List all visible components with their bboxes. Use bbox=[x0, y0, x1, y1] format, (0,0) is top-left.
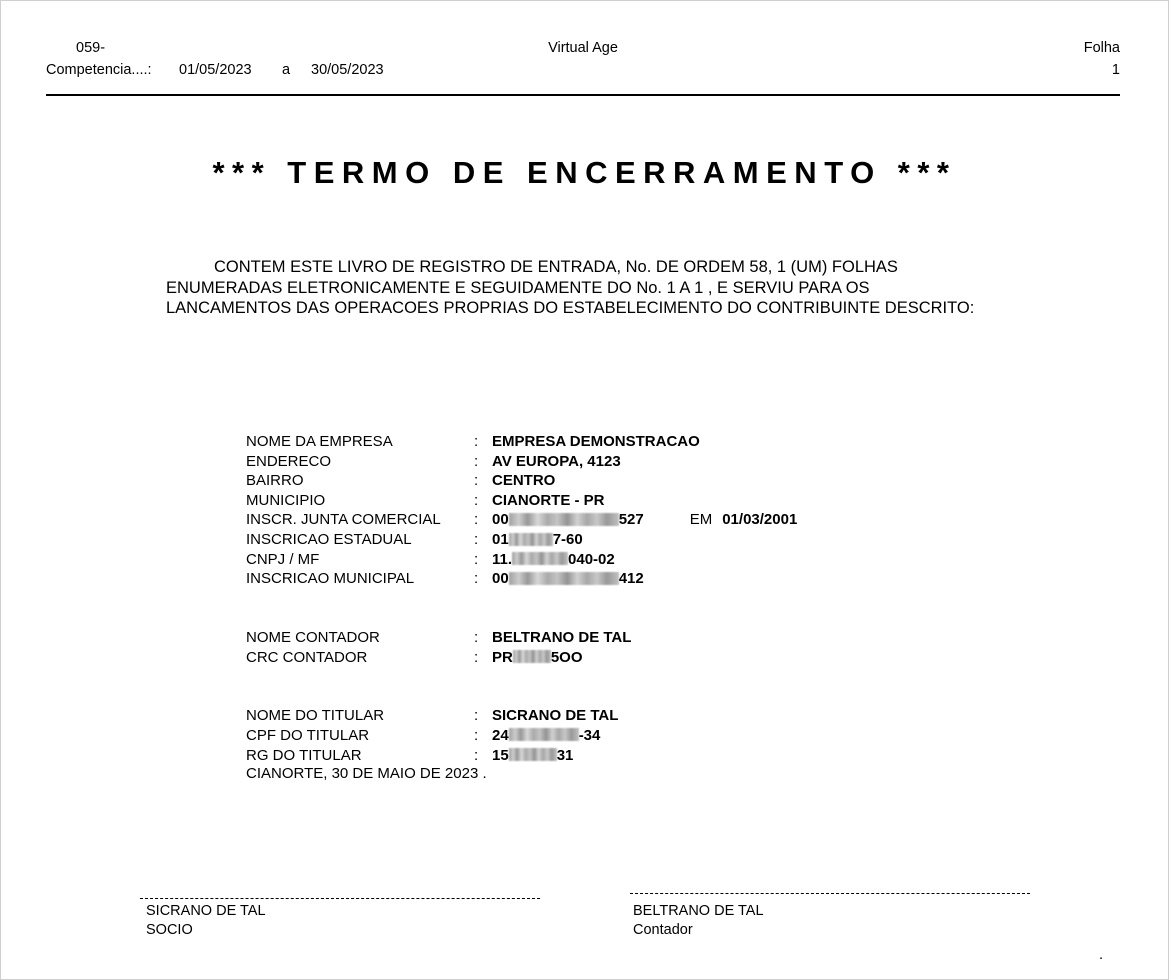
colon-separator: : bbox=[474, 491, 479, 509]
cpf-titular-label: CPF DO TITULAR bbox=[246, 726, 370, 744]
colon-separator: : bbox=[474, 433, 479, 450]
colon-separator: : bbox=[474, 452, 479, 470]
header-divider bbox=[46, 94, 1120, 96]
crc-contador-suffix: 5OO bbox=[550, 648, 583, 666]
company-details-block bbox=[246, 433, 1006, 766]
redacted-block bbox=[509, 572, 619, 585]
endereco-label: ENDERECO bbox=[246, 452, 332, 470]
intro-line-3: LANCAMENTOS DAS OPERACOES PROPRIAS DO ESTABELECIMENTO DO CONTRIBUINTE DESCRITO: bbox=[166, 299, 975, 317]
inscricao-municipal-prefix: 00 bbox=[492, 570, 509, 588]
field-row-nome-empresa bbox=[246, 433, 1006, 453]
bairro-label: BAIRRO bbox=[246, 472, 304, 490]
nome-empresa-value: EMPRESA DEMONSTRACAO bbox=[492, 433, 700, 450]
nome-contador-value: BELTRANO DE TAL bbox=[492, 628, 632, 646]
cnpj-suffix: 040-02 bbox=[568, 550, 615, 568]
colon-separator: : bbox=[474, 707, 479, 725]
inscricao-estadual-prefix: 01 bbox=[492, 530, 509, 548]
colon-separator: : bbox=[474, 570, 479, 588]
junta-comercial-label: INSCR. JUNTA COMERCIAL bbox=[246, 511, 441, 529]
signature-right-name: BELTRANO DE TAL bbox=[633, 903, 764, 919]
cnpj-value bbox=[492, 551, 615, 568]
nome-titular-label: NOME DO TITULAR bbox=[246, 707, 385, 725]
inscricao-municipal-label: INSCRICAO MUNICIPAL bbox=[246, 570, 415, 588]
cnpj-label: CNPJ / MF bbox=[246, 550, 320, 568]
competencia-end-date: 30/05/2023 bbox=[311, 62, 384, 78]
block-spacer bbox=[246, 590, 1006, 610]
field-row-crc-contador bbox=[246, 649, 1006, 669]
signature-right-role: Contador bbox=[633, 922, 693, 938]
block-spacer bbox=[246, 609, 1006, 629]
inscricao-estadual-value bbox=[492, 531, 583, 548]
junta-comercial-em-label: EM bbox=[689, 511, 713, 529]
colon-separator: : bbox=[474, 746, 479, 764]
colon-separator: : bbox=[474, 648, 479, 666]
field-row-bairro bbox=[246, 472, 1006, 492]
rg-titular-suffix: 31 bbox=[556, 746, 574, 764]
report-code: 059- bbox=[76, 40, 106, 56]
intro-line-2: ENUMERADAS ELETRONICAMENTE E SEGUIDAMENTE DO No. 1 A 1 , E SERVIU PARA OS bbox=[166, 278, 870, 297]
municipio-label: MUNICIPIO bbox=[246, 491, 326, 509]
crc-contador-prefix: PR bbox=[492, 648, 513, 666]
competencia-separator: a bbox=[282, 62, 291, 78]
inscricao-municipal-value bbox=[492, 570, 644, 587]
cpf-titular-suffix: -34 bbox=[578, 726, 601, 744]
colon-separator: : bbox=[474, 530, 479, 548]
colon-separator: : bbox=[474, 472, 479, 490]
bairro-value: CENTRO bbox=[492, 472, 556, 490]
redacted-block bbox=[509, 533, 553, 546]
colon-separator: : bbox=[474, 628, 479, 646]
cpf-titular-prefix: 24 bbox=[492, 726, 509, 744]
rg-titular-value bbox=[492, 747, 573, 764]
field-row-endereco bbox=[246, 453, 1006, 473]
inscricao-municipal-suffix: 412 bbox=[618, 570, 644, 588]
crc-contador-value bbox=[492, 649, 583, 666]
junta-comercial-value bbox=[492, 511, 644, 528]
redacted-block bbox=[512, 552, 568, 565]
municipio-value: CIANORTE - PR bbox=[492, 491, 605, 509]
field-row-inscricao-estadual bbox=[246, 531, 1006, 551]
field-row-inscricao-municipal bbox=[246, 570, 1006, 590]
crc-contador-label: CRC CONTADOR bbox=[246, 648, 368, 666]
redacted-block bbox=[513, 650, 551, 663]
closing-statement: CIANORTE, 30 DE MAIO DE 2023 . bbox=[246, 765, 487, 782]
signature-line-left bbox=[140, 898, 540, 899]
competencia-start-date: 01/05/2023 bbox=[179, 62, 252, 78]
colon-separator: : bbox=[474, 511, 479, 529]
colon-separator: : bbox=[474, 726, 479, 744]
field-row-junta-comercial bbox=[246, 511, 1006, 531]
inscricao-estadual-label: INSCRICAO ESTADUAL bbox=[246, 530, 412, 548]
signature-left-name: SICRANO DE TAL bbox=[146, 903, 266, 919]
field-row-cpf-titular bbox=[246, 727, 1006, 747]
field-row-nome-titular bbox=[246, 707, 1006, 727]
rg-titular-label: RG DO TITULAR bbox=[246, 746, 362, 764]
endereco-value: AV EUROPA, 4123 bbox=[492, 452, 621, 470]
redacted-block bbox=[509, 728, 579, 741]
nome-empresa-label: NOME DA EMPRESA bbox=[246, 433, 393, 450]
junta-comercial-suffix: 527 bbox=[618, 511, 644, 529]
footer-mark: . bbox=[1098, 947, 1103, 963]
signature-line-right bbox=[630, 893, 1030, 894]
field-row-municipio bbox=[246, 492, 1006, 512]
block-spacer bbox=[246, 668, 1006, 688]
page-border-left bbox=[0, 0, 1, 980]
redacted-block bbox=[509, 748, 557, 761]
junta-comercial-em-value: 01/03/2001 bbox=[722, 511, 798, 529]
inscricao-estadual-suffix: 7-60 bbox=[552, 530, 583, 548]
block-spacer bbox=[246, 688, 1006, 708]
nome-titular-value: SICRANO DE TAL bbox=[492, 707, 619, 725]
junta-comercial-prefix: 00 bbox=[492, 511, 509, 529]
page-header bbox=[46, 34, 1120, 90]
competencia-label: Competencia....: bbox=[46, 62, 152, 78]
colon-separator: : bbox=[474, 550, 479, 568]
intro-line-1: CONTEM ESTE LIVRO DE REGISTRO DE ENTRADA, No. DE ORDEM 58, 1 (UM) FOLHAS bbox=[214, 258, 898, 276]
rg-titular-prefix: 15 bbox=[492, 746, 509, 764]
cpf-titular-value bbox=[492, 727, 600, 744]
cnpj-prefix: 11. bbox=[492, 550, 513, 568]
system-name: Virtual Age bbox=[548, 40, 618, 56]
field-row-nome-contador bbox=[246, 629, 1006, 649]
field-row-rg-titular bbox=[246, 747, 1006, 767]
signature-left-role: SOCIO bbox=[146, 922, 193, 938]
nome-contador-label: NOME CONTADOR bbox=[246, 628, 380, 646]
folha-label: Folha bbox=[1083, 40, 1120, 56]
intro-paragraph bbox=[166, 257, 1036, 319]
field-row-cnpj bbox=[246, 551, 1006, 571]
page-title: *** TERMO DE ENCERRAMENTO *** bbox=[212, 155, 957, 190]
page-border-top bbox=[0, 0, 1169, 1]
redacted-block bbox=[509, 513, 619, 526]
folha-number: 1 bbox=[1111, 62, 1120, 78]
